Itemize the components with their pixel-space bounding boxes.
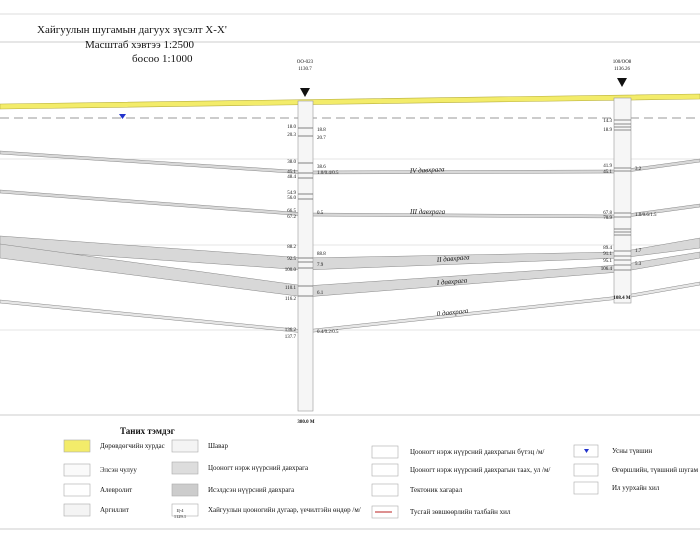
quaternary-layer xyxy=(0,94,700,109)
borehole-marker-icon xyxy=(300,88,310,97)
scale-vertical: босоо 1:1000 xyxy=(132,53,193,65)
legend-item xyxy=(172,462,309,474)
seam-label: III давхрага xyxy=(410,208,446,216)
legend-swatch xyxy=(64,440,90,452)
legend-swatch xyxy=(172,440,198,452)
depth-label: 18.8 xyxy=(317,128,326,133)
depth-label: 41.9 xyxy=(603,164,612,169)
legend-item xyxy=(574,482,660,494)
seam-iv xyxy=(0,151,700,174)
legend-item xyxy=(372,506,511,518)
depth-label: 1.7 xyxy=(635,249,642,254)
scale-horizontal: Масштаб хэвтээ 1:2500 xyxy=(85,39,195,51)
depth-label: 18.0 xyxy=(287,125,296,130)
legend-item xyxy=(574,445,652,457)
legend-item xyxy=(172,484,295,496)
depth-label: 95.1 xyxy=(603,259,612,264)
legend-item xyxy=(64,504,129,516)
depth-label: 110.1 xyxy=(284,286,296,291)
legend-swatch xyxy=(64,464,90,476)
legend-item xyxy=(64,464,137,476)
depth-label: 116.2 xyxy=(284,297,296,302)
legend-label: Аргиллит xyxy=(100,506,129,514)
seam-label: IV давхрага xyxy=(409,165,445,175)
legend-swatch xyxy=(172,484,198,496)
title: Хайгуулын шугамын дагуух зүсэлт X-X' xyxy=(37,24,227,36)
depth-label: 92.5 xyxy=(287,257,296,262)
legend-swatch xyxy=(372,446,398,458)
depth-label: 137.7 xyxy=(284,335,296,340)
borehole-1 xyxy=(285,60,339,425)
legend-item xyxy=(172,440,228,452)
svg-text:Ц-4: Ц-4 xyxy=(176,508,184,513)
depth-label: 91.1 xyxy=(603,252,612,257)
legend-label: Усны түвшин xyxy=(612,447,653,455)
depth-label: 18.9 xyxy=(603,128,612,133)
depth-label: 54.9 xyxy=(287,191,296,196)
depth-label: 106.4 xyxy=(600,267,612,272)
legend-swatch xyxy=(372,484,398,496)
depth-label: 5.3 xyxy=(635,262,642,267)
borehole-elevation: 1136.26 xyxy=(613,67,631,72)
depth-label: 66.5 xyxy=(287,209,296,214)
legend-label: Исэлдсэн нүүрсний давхрага xyxy=(208,486,295,494)
borehole-depth: 380.0 М xyxy=(297,420,315,425)
legend-swatch xyxy=(372,464,398,476)
svg-text:1129.1: 1129.1 xyxy=(173,514,187,519)
legend-label: Тектоник хагарал xyxy=(410,486,463,494)
depth-label: 38.0 xyxy=(287,160,296,165)
legend-label: Дөрөвдөгчийн хурдас xyxy=(100,442,165,450)
depth-label: 88.2 xyxy=(287,245,296,250)
depth-label: 7.9 xyxy=(317,263,324,268)
seam-label: 0 давхрага xyxy=(436,306,469,318)
legend-item xyxy=(574,464,699,476)
legend-title: Таних тэмдэг xyxy=(120,426,175,436)
depth-label: 20.3 xyxy=(287,133,296,138)
borehole-marker-icon xyxy=(617,78,627,87)
legend-label: Алевролит xyxy=(100,486,133,494)
legend-label: Тусгай зөвшөөрлийн талбайн хил xyxy=(410,508,511,516)
borehole-id: ОО-023 xyxy=(296,60,314,65)
legend-item xyxy=(372,464,550,476)
depth-label: 67.8 xyxy=(603,211,612,216)
legend-label: Ил уурхайн хил xyxy=(612,484,660,492)
depth-label: 1.0/0.6/1.5 xyxy=(635,213,657,218)
legend-label: Цооногт нэрж нүүрсний давхрагын таах, ул /м/ xyxy=(410,466,551,474)
depth-label: 20.7 xyxy=(317,136,326,141)
depth-label: 48.4 xyxy=(287,175,296,180)
depth-label: 45.1 xyxy=(603,170,612,175)
legend-item xyxy=(64,484,132,496)
legend-label: Шавар xyxy=(208,442,228,450)
legend-swatch xyxy=(574,464,598,476)
depth-label: 56.0 xyxy=(287,196,296,201)
depth-label: 6.1 xyxy=(317,291,324,296)
depth-label: 3.2 xyxy=(635,167,642,172)
legend-label: Элсэн чулуу xyxy=(100,466,137,474)
depth-label: 100.0 xyxy=(284,268,296,273)
legend-swatch xyxy=(64,504,90,516)
depth-label: 0.4/0.2/0.5 xyxy=(317,330,339,335)
seam-label: I давхрага xyxy=(436,276,468,287)
borehole-id: 100/ОО8 xyxy=(612,60,632,65)
legend-label: Хайгуулын цооногийн дугаар, үечилтэйн өндөр /м/ xyxy=(208,506,361,514)
seam-iii xyxy=(0,190,700,218)
legend-item xyxy=(172,504,361,516)
borehole-depth: 108.4 М xyxy=(613,296,631,301)
depth-label: 67.2 xyxy=(287,215,296,220)
legend-label: Өгөршлийн, түвшний шугам xyxy=(612,466,699,474)
legend-label: Цооногт нэрж нүүрсний давхрагын бүтэц /м/ xyxy=(410,448,545,456)
depth-label: 70.9 xyxy=(603,216,612,221)
legend-swatch xyxy=(172,462,198,474)
seam-label: II давхрага xyxy=(436,253,470,264)
depth-label: 136.2 xyxy=(284,328,296,333)
depth-label: 89.4 xyxy=(603,246,612,251)
depth-label: 45.1 xyxy=(287,170,296,175)
depth-label: 14.3 xyxy=(603,119,612,124)
depth-label: 1.0/0.4/0.5 xyxy=(317,171,339,176)
depth-label: 0.5 xyxy=(317,211,324,216)
borehole-elevation: 1130.7 xyxy=(298,67,312,72)
depth-label: 38.6 xyxy=(317,165,326,170)
legend-label: Цооногт нэрж нүүрсний давхрага xyxy=(208,464,309,472)
legend-item xyxy=(372,484,463,496)
legend-swatch xyxy=(64,484,90,496)
legend-swatch xyxy=(574,482,598,494)
depth-label: 88.8 xyxy=(317,252,326,257)
legend-item xyxy=(372,446,544,458)
legend-item xyxy=(64,440,165,452)
